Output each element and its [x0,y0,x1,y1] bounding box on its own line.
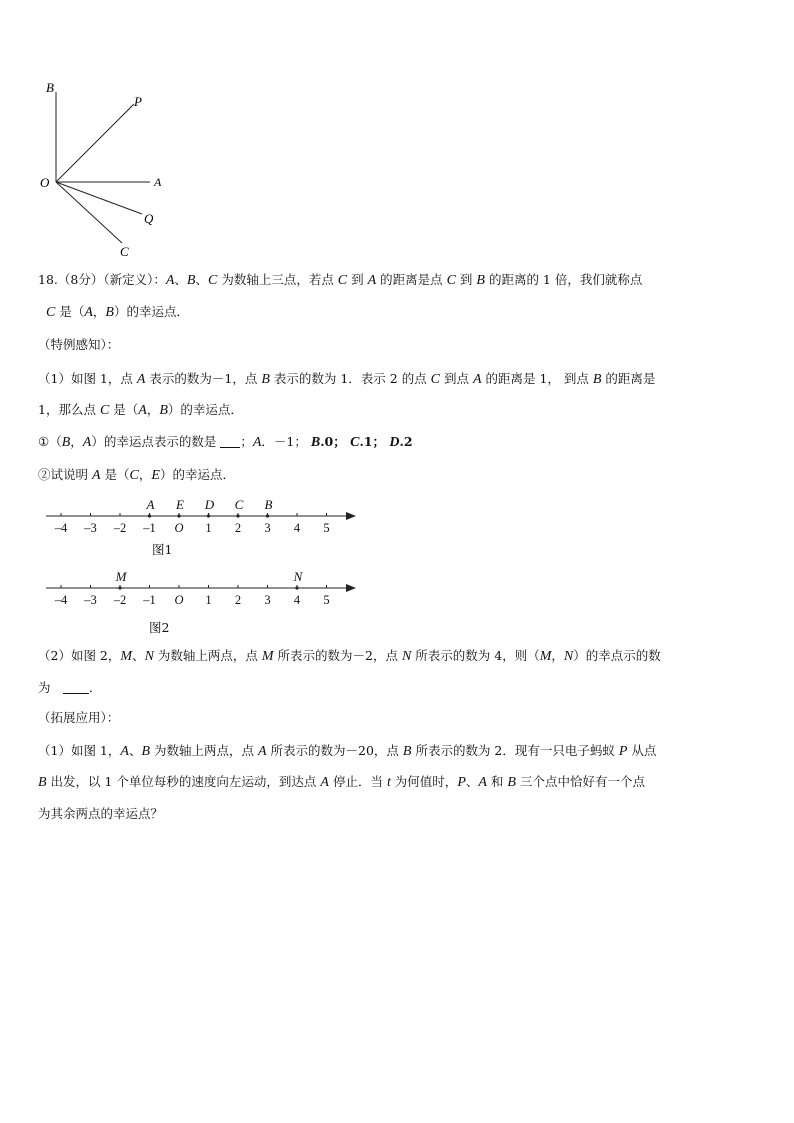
ray-op [56,104,134,182]
label-b: B [46,80,54,95]
tick-label: –1 [143,593,156,607]
tick-label: –3 [84,593,97,607]
angle-figure [30,78,180,263]
point-d [207,514,210,517]
point-c [236,514,239,517]
ray-oq [56,182,142,214]
tick-label: –2 [113,593,127,607]
point-label-b: B [264,497,273,512]
tick-label: –4 [54,521,68,535]
number-line-figure-1 [40,494,370,538]
label-a: A [154,175,162,189]
tick-label: –3 [84,521,97,535]
figure-2-caption: 图2 [149,620,170,635]
app-line3: 为其余两点的幸运点？ [38,806,164,821]
point-label-m: M [115,569,127,584]
tick-label: 2 [234,521,242,535]
point-label-n: N [293,569,303,584]
tick-label: 1 [205,521,212,535]
tick-label: 3 [264,521,271,535]
tick-label: 3 [264,593,271,607]
label-p: P [134,94,142,109]
tick-label: 4 [293,593,301,607]
tick-label: –4 [54,593,68,607]
label-q: Q [144,211,154,226]
number-line-figure-2 [40,566,370,610]
p2-line2: 为 ． [38,680,102,695]
label-c: C [120,244,129,259]
sub-question-1: ①（B，A）的幸运点表示的数是 ；A．－1； B.0； C.1； D.2 [38,434,413,450]
point-label-e: E [176,497,184,512]
tick-label: O [174,521,184,535]
q18-intro-line1: 18.（8分）（新定义）：A、B、C 为数轴上三点，若点 C 到 A 的距离是点 C 到 B 的距离的 1 倍，我们就称点 [38,272,643,288]
tick-label: –1 [143,521,156,535]
ray-oc [56,182,122,243]
answer-blank-1[interactable] [220,433,240,448]
tick-label: 5 [323,521,330,535]
tick-label: 4 [293,521,301,535]
p2-line1: （2）如图 2，M、N 为数轴上两点，点 M 所表示的数为－2，点 N 所表示的数为 4，则（M，N）的幸点示的数 [38,648,661,664]
point-n [295,586,298,589]
figure-1-caption: 图1 [152,542,173,557]
p1-line1: （1）如图 1，点 A 表示的数为－1，点 B 表示的数为 1．表示 2 的点 C 到点 A 的距离是 1， 到点 B 的距离是 [38,371,656,387]
sub-question-2: ②试说明 A 是（C，E）的幸运点． [38,467,235,483]
point-b [266,514,269,517]
number-line-arrow [346,584,356,592]
answer-blank-2[interactable] [63,679,89,694]
tick-label: –2 [113,521,127,535]
tick-label: O [174,593,184,607]
point-label-d: D [204,497,215,512]
point-label-c: C [234,497,244,512]
point-label-a: A [146,497,155,512]
number-line-arrow [346,512,356,520]
tick-label: 1 [205,593,212,607]
tick-label: 5 [323,593,330,607]
point-a [148,514,151,517]
section-special-case: （特例感知）： [38,337,120,352]
app-line2: B 出发，以 1 个单位每秒的速度向左运动，到达点 A 停止．当 t 为何值时，P、A 和 B 三个点中恰好有一个点 [38,774,645,790]
tick-label: 2 [234,593,242,607]
point-m [118,586,121,589]
p1-line2: 1，那么点 C 是（A，B）的幸运点． [38,402,243,418]
point-e [177,514,180,517]
q18-intro-line2: C 是（A，B）的幸运点． [46,304,189,320]
label-o: O [40,175,50,190]
section-application: （拓展应用）： [38,710,120,725]
app-line1: （1）如图 1，A、B 为数轴上两点，点 A 所表示的数为－20，点 B 所表示的数为 2．现有一只电子蚂蚁 P 从点 [38,743,657,759]
